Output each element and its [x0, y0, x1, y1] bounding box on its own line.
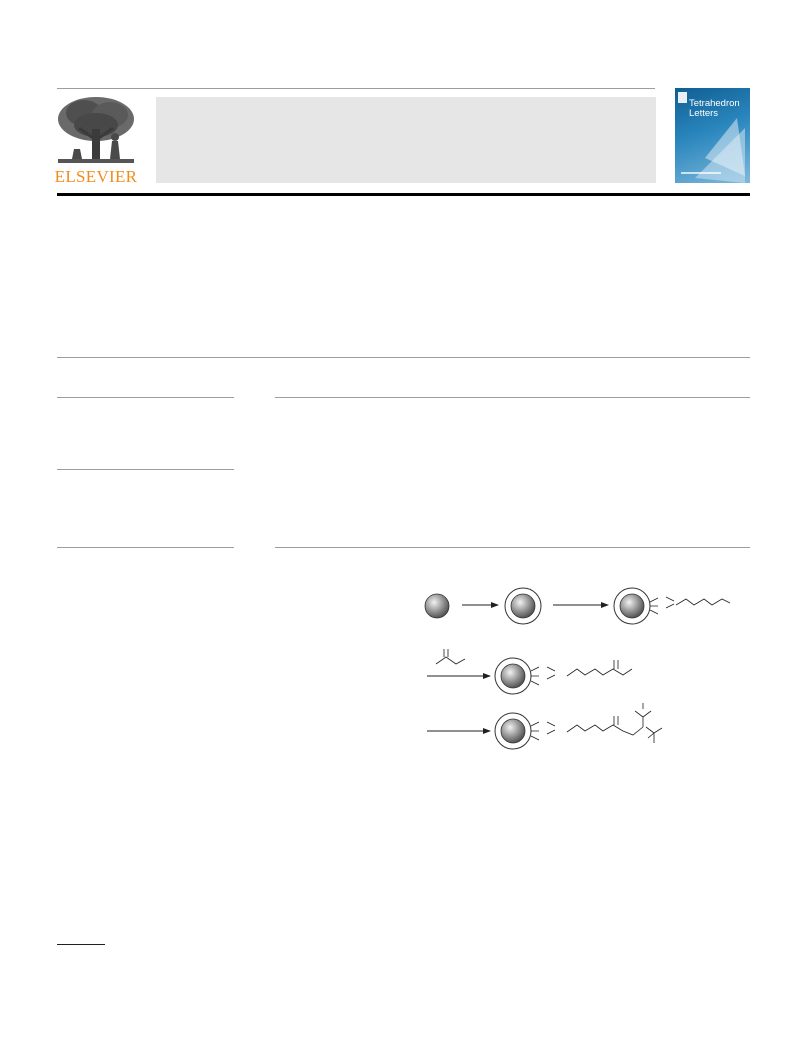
coated-sphere-core-2	[620, 594, 644, 618]
cover-title-line2: Letters	[689, 108, 719, 119]
keywords-rule	[57, 469, 234, 470]
reagent-ketone-1	[436, 649, 465, 664]
silane-linker-1	[650, 597, 730, 614]
elsevier-tree-icon	[54, 95, 138, 167]
silane-linker-3	[531, 703, 662, 743]
silane-linker-2	[531, 660, 632, 685]
article-info-bottom-rule	[57, 547, 234, 548]
bare-sphere	[425, 594, 449, 618]
coated-sphere-core-1	[511, 594, 535, 618]
journal-cover	[675, 88, 750, 183]
elsevier-wordmark: ELSEVIER	[54, 167, 138, 186]
journal-header-band	[156, 97, 656, 183]
footnote-rule	[57, 944, 105, 945]
header-top-rule	[57, 88, 655, 89]
title-block-rule	[57, 357, 750, 358]
article-info-top-rule	[57, 397, 234, 398]
header-bottom-rule	[57, 193, 750, 196]
synthesis-scheme	[410, 575, 750, 775]
abstract-top-rule	[275, 397, 750, 398]
cover-title	[689, 99, 749, 119]
coated-sphere-core-3	[501, 664, 525, 688]
cover-title-line1: Tetrahedron	[689, 98, 740, 109]
coated-sphere-core-4	[501, 719, 525, 743]
abstract-bottom-rule	[275, 547, 750, 548]
